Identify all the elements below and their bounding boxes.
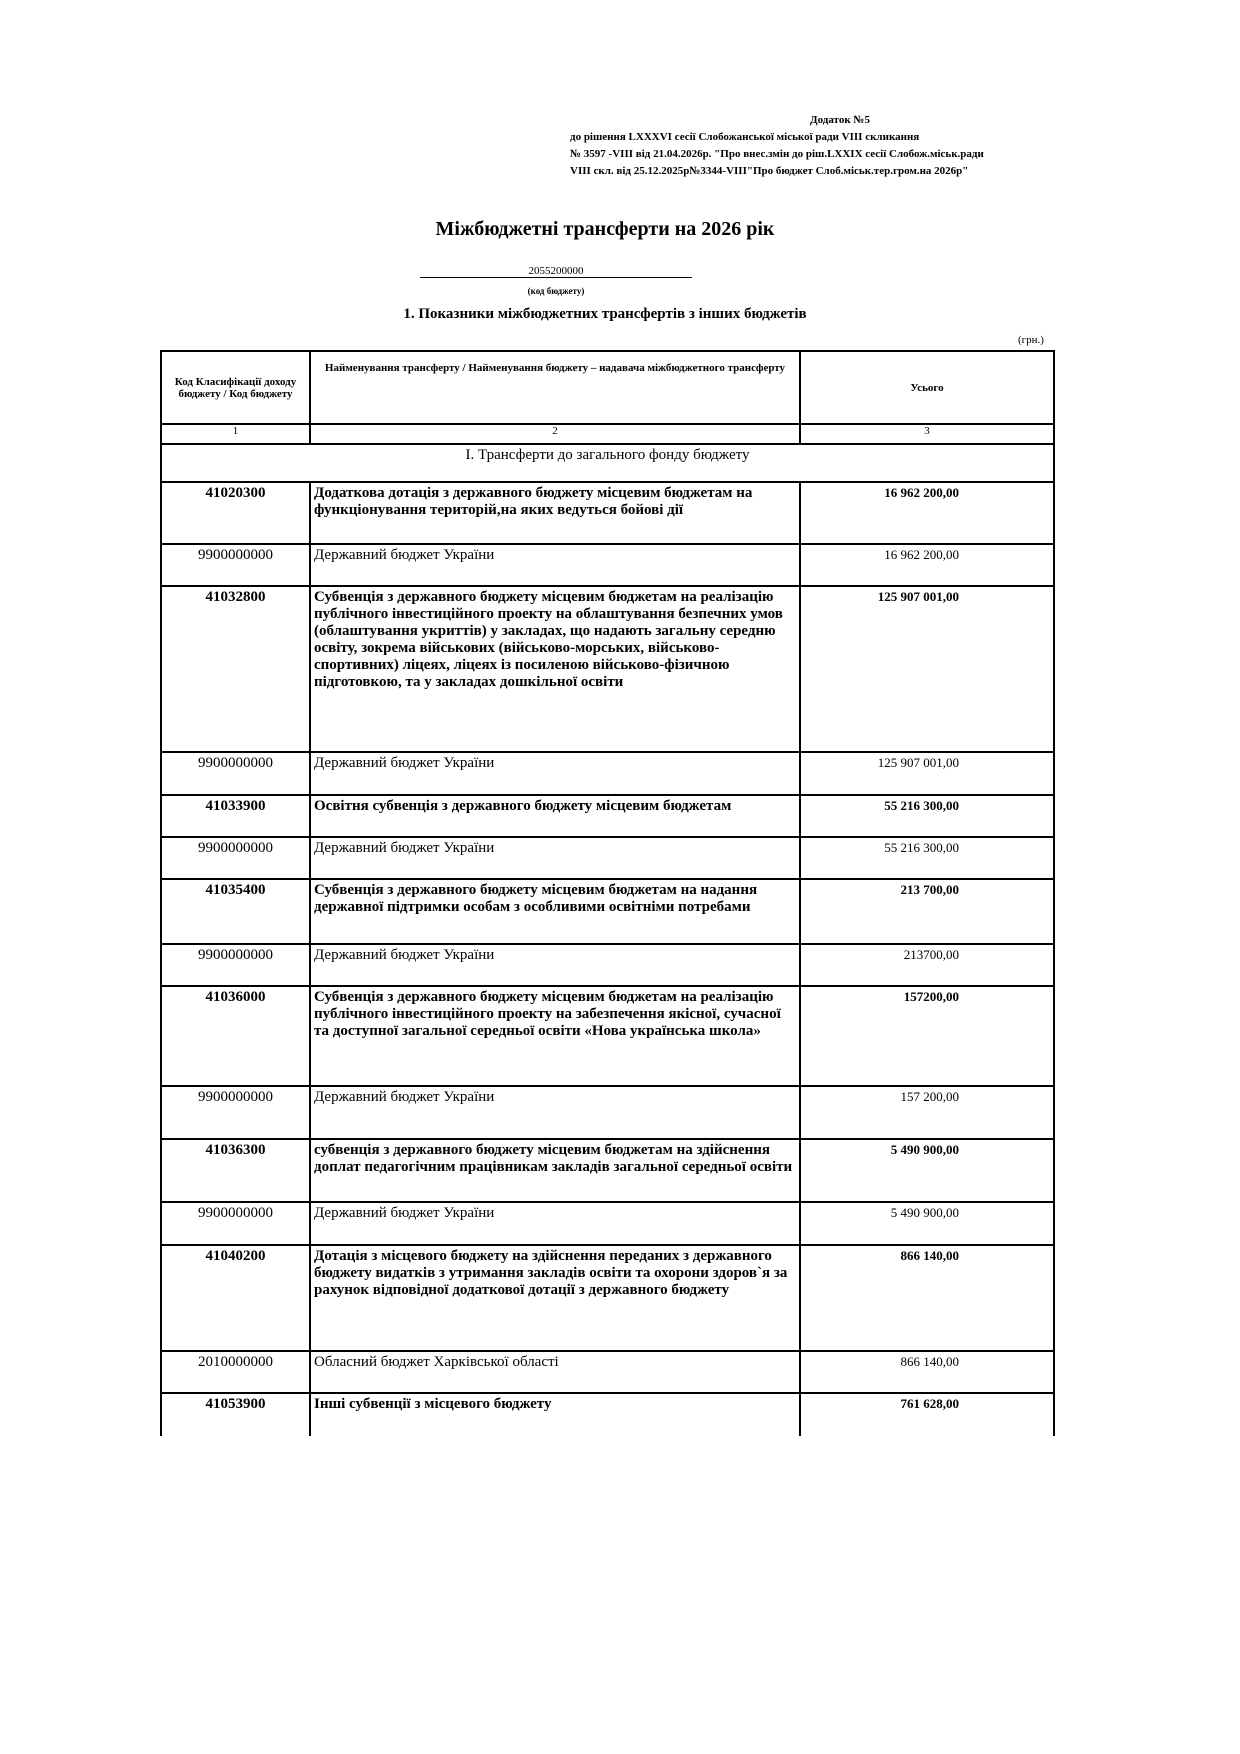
header-name: Найменування трансферту / Найменування бюджету – надавача міжбюджетного трансферту	[310, 351, 800, 424]
appendix-number: Додаток №5	[810, 114, 870, 126]
row-code: 41040200	[161, 1245, 310, 1351]
row-name: Державний бюджет України	[310, 544, 800, 586]
table-row	[161, 1139, 1054, 1202]
row-code: 41033900	[161, 795, 310, 837]
row-code: 41036000	[161, 986, 310, 1086]
section-heading: І. Трансферти до загального фонду бюджету	[161, 444, 1054, 482]
table-row	[161, 879, 1054, 944]
table-row	[161, 1351, 1054, 1393]
header-total: Усього	[800, 351, 1054, 424]
row-name: субвенція з державного бюджету місцевим бюджетам на здійснення доплат педагогічним працівникам закладів загальної середньої освіти	[310, 1139, 800, 1202]
row-name: Субвенція з державного бюджету місцевим бюджетам на реалізацію публічного інвестиційного проекту на забезпечення якісної, сучасної та доступної загальної середньої освіти «Нова українська школа»	[310, 986, 800, 1086]
row-total: 16 962 200,00	[800, 482, 1054, 544]
row-total: 5 490 900,00	[800, 1202, 1054, 1245]
unit-label: (грн.)	[1018, 334, 1044, 346]
row-name: Державний бюджет України	[310, 1086, 800, 1139]
table-row	[161, 837, 1054, 879]
row-code: 2010000000	[161, 1351, 310, 1393]
budget-code: 2055200000	[420, 265, 692, 278]
document-title: Міжбюджетні трансферти на 2026 рік	[435, 218, 775, 240]
row-total: 761 628,00	[800, 1393, 1054, 1436]
row-code: 9900000000	[161, 1202, 310, 1245]
row-code: 41035400	[161, 879, 310, 944]
row-total: 125 907 001,00	[800, 586, 1054, 752]
transfers-table	[160, 350, 1055, 1436]
row-name: Обласний бюджет Харківської області	[310, 1351, 800, 1393]
row-name: Державний бюджет України	[310, 944, 800, 986]
appendix-line: № 3597 -VIII від 21.04.2026р. "Про внес.змін до ріш.LXXIX сесії Слобож.міськ.ради	[570, 148, 984, 160]
appendix-line: до рішення LXXXVI сесії Слобожанської міської ради VIII скликання	[570, 131, 920, 143]
row-total: 866 140,00	[800, 1245, 1054, 1351]
row-name: Інші субвенції з місцевого бюджету	[310, 1393, 800, 1436]
table-row	[161, 586, 1054, 752]
table-row	[161, 1202, 1054, 1245]
row-total: 5 490 900,00	[800, 1139, 1054, 1202]
appendix-header	[570, 112, 1050, 180]
row-total: 157200,00	[800, 986, 1054, 1086]
row-total: 125 907 001,00	[800, 752, 1054, 795]
row-total: 213700,00	[800, 944, 1054, 986]
table-row	[161, 752, 1054, 795]
section-title: 1. Показники міжбюджетних трансфертів з інших бюджетів	[403, 306, 807, 322]
row-name: Державний бюджет України	[310, 752, 800, 795]
column-number-row	[161, 424, 1054, 444]
row-code: 41032800	[161, 586, 310, 752]
row-total: 157 200,00	[800, 1086, 1054, 1139]
row-name: Субвенція з державного бюджету місцевим бюджетам на надання державної підтримки особам з особливими освітніми потребами	[310, 879, 800, 944]
table-row	[161, 795, 1054, 837]
appendix-line: VIII скл. від 25.12.2025р№3344-VIII"Про бюджет Слоб.міськ.тер.гром.на 2026р"	[570, 165, 969, 177]
row-name: Додаткова дотація з державного бюджету місцевим бюджетам на функціонування територій,на яких ведуться бойові дії	[310, 482, 800, 544]
row-code: 9900000000	[161, 837, 310, 879]
table-row	[161, 986, 1054, 1086]
row-name: Державний бюджет України	[310, 837, 800, 879]
table-row	[161, 944, 1054, 986]
table-row	[161, 1086, 1054, 1139]
budget-code-label: (код бюджету)	[527, 286, 585, 296]
row-code: 41053900	[161, 1393, 310, 1436]
table-row	[161, 1245, 1054, 1351]
column-number: 1	[161, 424, 310, 444]
table-row	[161, 1393, 1054, 1436]
row-total: 866 140,00	[800, 1351, 1054, 1393]
table-row	[161, 544, 1054, 586]
table-header-row	[161, 351, 1054, 424]
row-code: 9900000000	[161, 544, 310, 586]
row-code: 9900000000	[161, 752, 310, 795]
row-name: Дотація з місцевого бюджету на здійснення переданих з державного бюджету видатків з утримання закладів освіти та охорони здоров`я за рахунок відповідної додаткової дотації з державного бюджету	[310, 1245, 800, 1351]
section-row	[161, 444, 1054, 482]
header-code: Код Класифікації доходу бюджету / Код бюджету	[161, 351, 310, 424]
row-code: 41020300	[161, 482, 310, 544]
column-number: 2	[310, 424, 800, 444]
row-name: Освітня субвенція з державного бюджету місцевим бюджетам	[310, 795, 800, 837]
row-name: Державний бюджет України	[310, 1202, 800, 1245]
row-name: Субвенція з державного бюджету місцевим бюджетам на реалізацію публічного інвестиційного проекту на облаштування безпечних умов (облаштування укриттів) у закладах, що надають загальну середню освіту, зокрема військових (військово-морських, військово-спортивних) ліцеях, ліцеях із посиленою військово-фізичною підготовкою, та у закладах дошкільної освіти	[310, 586, 800, 752]
row-total: 213 700,00	[800, 879, 1054, 944]
row-code: 9900000000	[161, 1086, 310, 1139]
row-total: 55 216 300,00	[800, 795, 1054, 837]
column-number: 3	[800, 424, 1054, 444]
row-code: 9900000000	[161, 944, 310, 986]
row-total: 55 216 300,00	[800, 837, 1054, 879]
row-code: 41036300	[161, 1139, 310, 1202]
table-row	[161, 482, 1054, 544]
row-total: 16 962 200,00	[800, 544, 1054, 586]
